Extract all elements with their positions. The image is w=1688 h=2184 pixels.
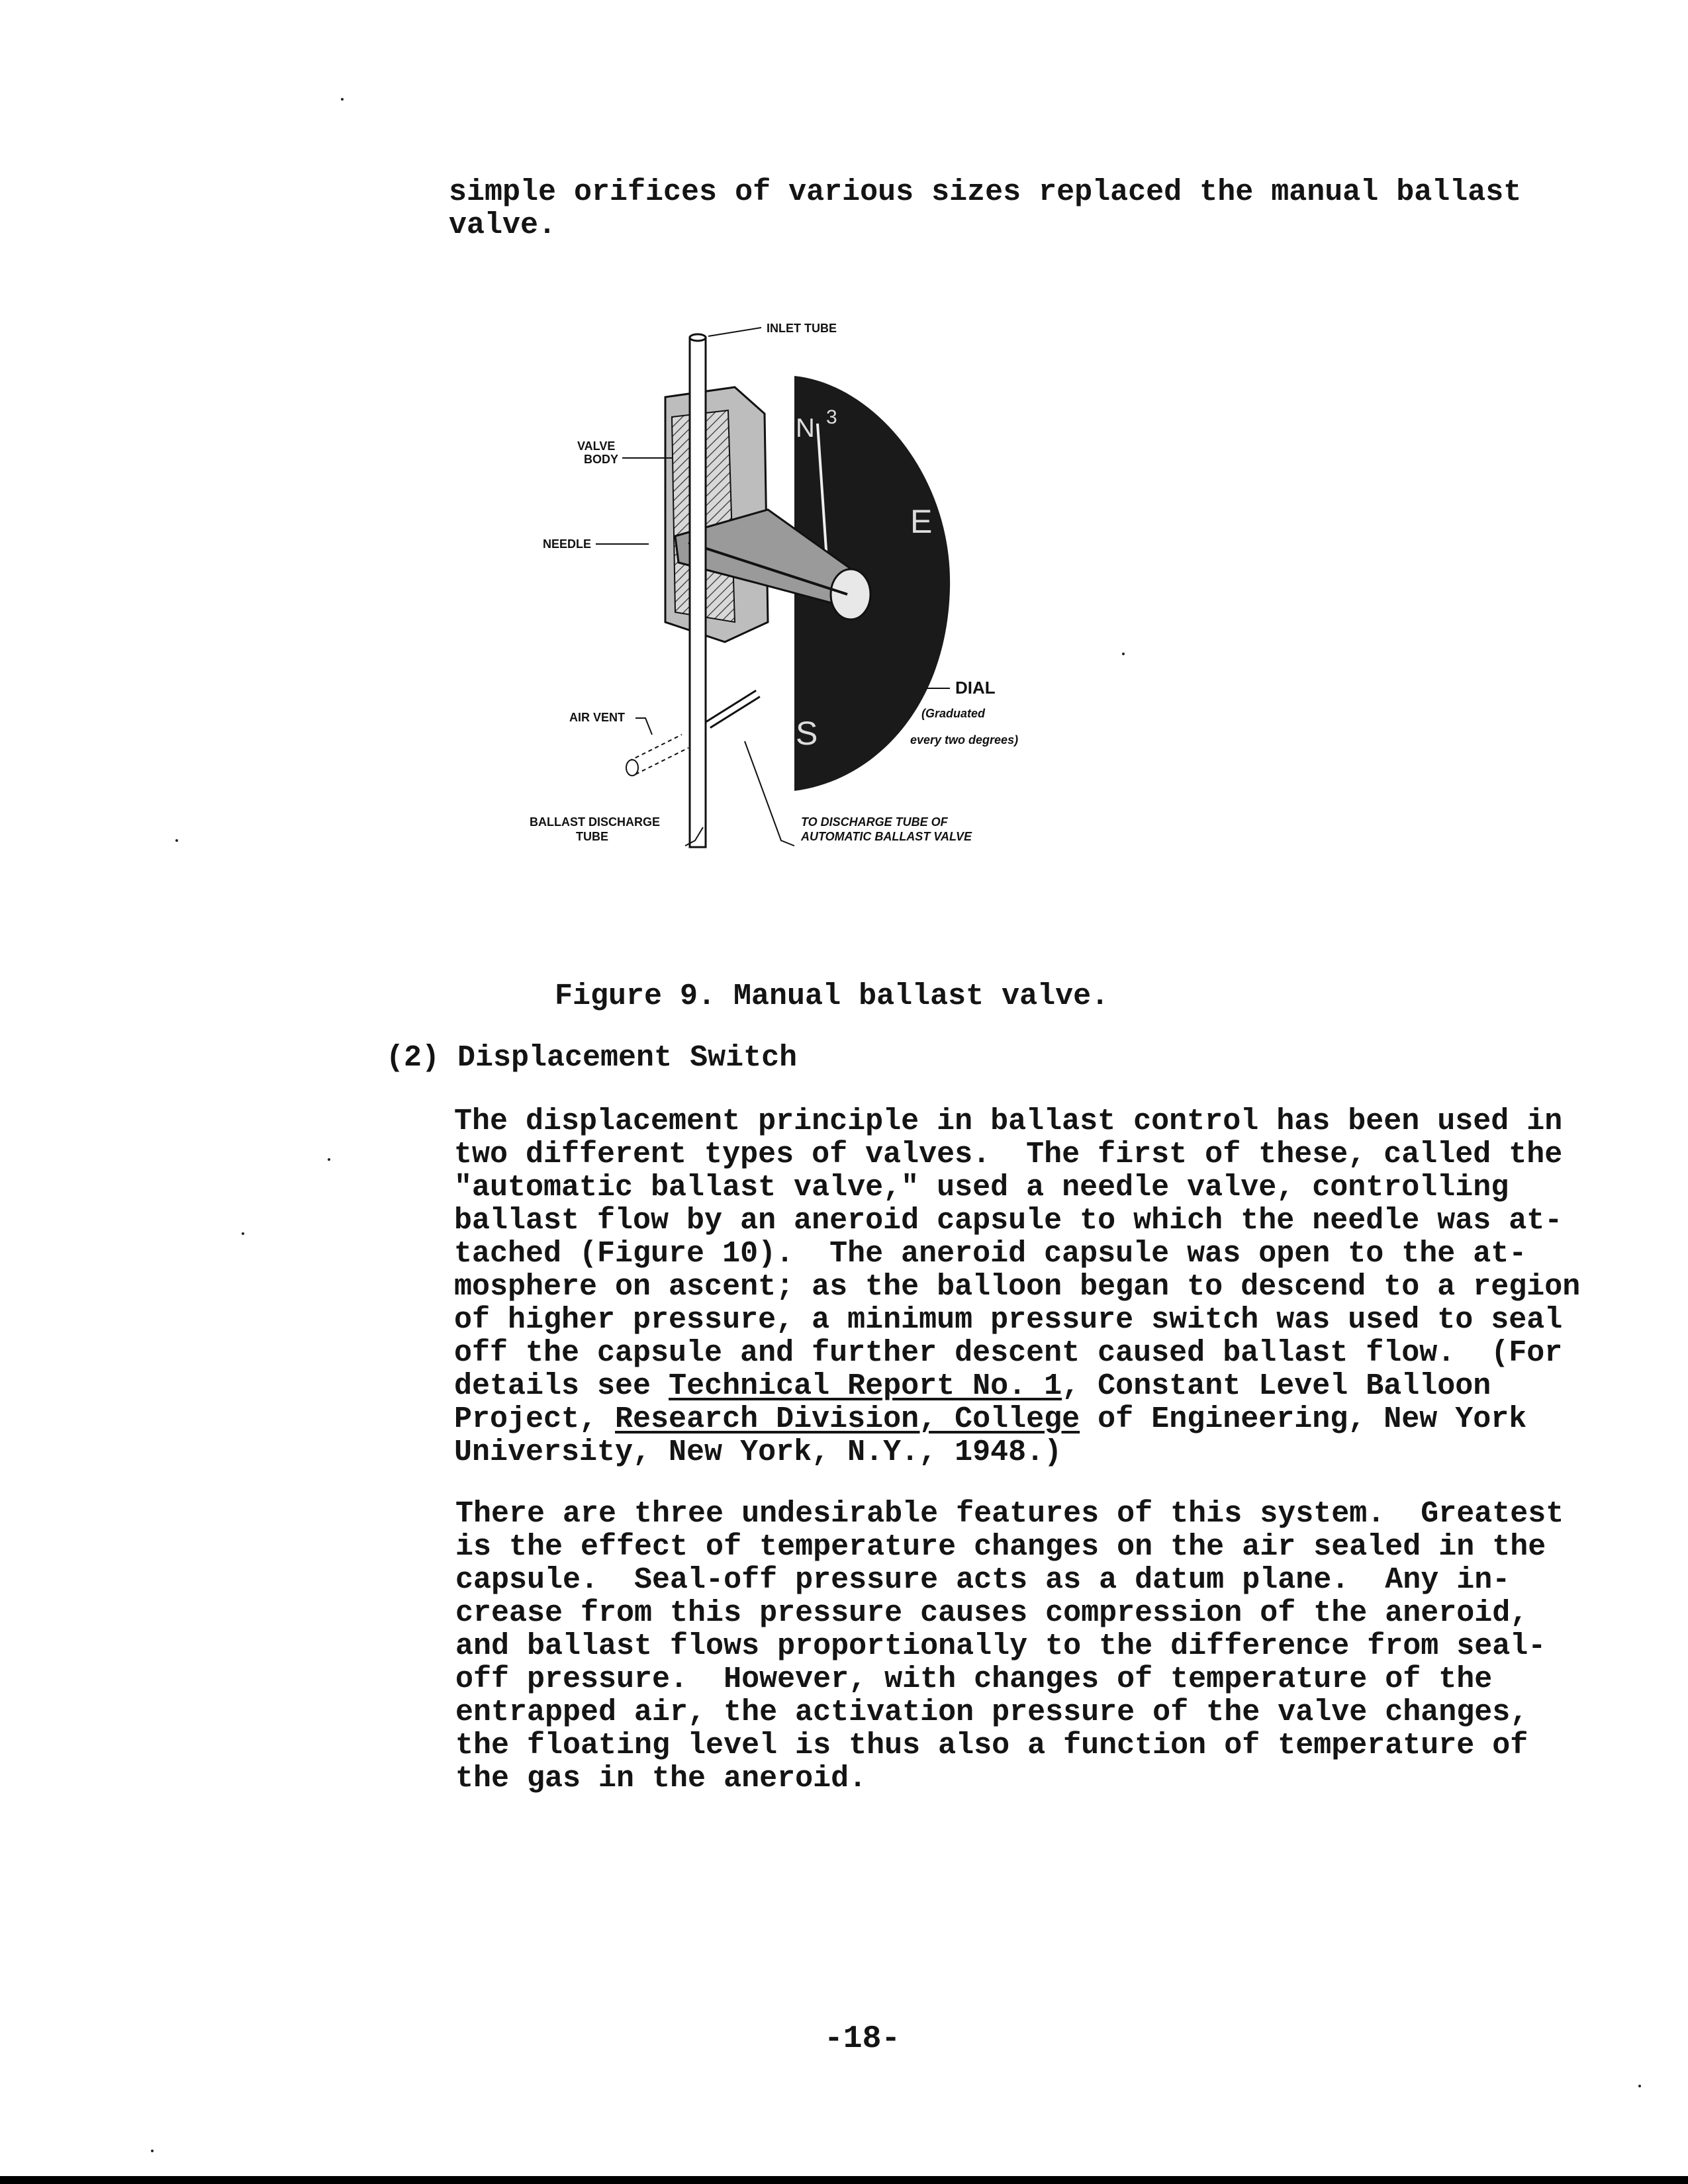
research-division-reference: Research Division, College — [615, 1402, 1080, 1436]
p1-line-9-prefix: details see — [454, 1369, 669, 1403]
p2-line-2: is the effect of temperature changes on the air sealed in the — [455, 1530, 1546, 1564]
scan-speck — [341, 98, 344, 101]
page-number: -18- — [824, 2021, 901, 2057]
label-valve-body-2: BODY — [584, 453, 619, 466]
dial-mark-e: E — [910, 503, 933, 540]
dial-mark-three: 3 — [826, 406, 837, 428]
intro-line-1: simple orifices of various sizes replaced the manual ballast — [449, 175, 1522, 209]
p1-line-11: University, New York, N.Y., 1948.) — [454, 1435, 1062, 1469]
p2-line-4: crease from this pressure causes compression of the aneroid, — [455, 1596, 1528, 1630]
label-ballast-discharge-2: TUBE — [576, 830, 608, 843]
scan-speck — [151, 2150, 154, 2152]
p1-line-10-prefix: Project, — [454, 1402, 616, 1436]
p2-line-8: the floating level is thus also a function of temperature of — [455, 1729, 1528, 1762]
p1-line-9 — [454, 1370, 1491, 1403]
label-discharge-note-1: TO DISCHARGE TUBE OF — [801, 815, 948, 829]
p1-line-10 — [454, 1403, 1526, 1436]
p2-line-7: entrapped air, the activation pressure of the valve changes, — [455, 1696, 1528, 1729]
p1-line-6: mosphere on ascent; as the balloon began to descend to a region — [454, 1270, 1581, 1304]
label-dial: DIAL — [955, 678, 996, 698]
p1-line-9-suffix: , Constant Level Balloon — [1062, 1369, 1491, 1403]
scan-speck — [328, 1158, 330, 1161]
p1-line-8: off the capsule and further descent caused ballast flow. (For — [454, 1336, 1563, 1370]
scan-bottom-edge — [0, 2176, 1688, 2184]
dial-mark-s: S — [796, 715, 818, 752]
intro-line-2: valve. — [449, 208, 557, 242]
p2-line-3: capsule. Seal-off pressure acts as a datum plane. Any in- — [455, 1563, 1511, 1597]
p2-line-9: the gas in the aneroid. — [455, 1762, 867, 1796]
label-discharge-note-2: AUTOMATIC BALLAST VALVE — [801, 830, 972, 843]
scan-speck — [1638, 2085, 1641, 2087]
p2-line-6: off pressure. However, with changes of temperature of the — [455, 1662, 1493, 1696]
p1-line-2: two different types of valves. The first of these, called the — [454, 1138, 1563, 1171]
label-inlet-tube: INLET TUBE — [767, 322, 837, 335]
scan-speck — [175, 839, 178, 842]
label-dial-note-2: every two degrees) — [910, 733, 1019, 747]
p2-line-5: and ballast flows proportionally to the difference from seal- — [455, 1629, 1546, 1663]
figure-caption: Figure 9. Manual ballast valve. — [555, 979, 1109, 1013]
p1-line-1: The displacement principle in ballast control has been used in — [454, 1105, 1563, 1138]
inlet-tube — [690, 338, 706, 847]
technical-report-reference: Technical Report No. 1 — [669, 1369, 1062, 1403]
figure-manual-ballast-valve — [516, 311, 1086, 867]
label-dial-note-1: (Graduated — [921, 707, 986, 720]
label-valve-body-1: VALVE — [577, 439, 616, 453]
scan-speck — [1122, 653, 1125, 655]
p1-line-7: of higher pressure, a minimum pressure switch was used to seal — [454, 1303, 1563, 1337]
p1-line-3: "automatic ballast valve," used a needle valve, controlling — [454, 1171, 1509, 1205]
p1-line-4: ballast flow by an aneroid capsule to which the needle was at- — [454, 1204, 1563, 1238]
label-ballast-discharge-1: BALLAST DISCHARGE — [530, 815, 660, 829]
p2-line-1: There are three undesirable features of this system. Greatest — [455, 1497, 1564, 1531]
p1-line-5: tached (Figure 10). The aneroid capsule was open to the at- — [454, 1237, 1527, 1271]
label-needle: NEEDLE — [543, 537, 592, 551]
dial-mark-n: N — [796, 414, 815, 443]
p1-line-10-suffix: of Engineering, New York — [1080, 1402, 1527, 1436]
section-heading: (2) Displacement Switch — [386, 1041, 798, 1075]
label-air-vent: AIR VENT — [569, 711, 626, 724]
scan-speck — [242, 1232, 244, 1235]
